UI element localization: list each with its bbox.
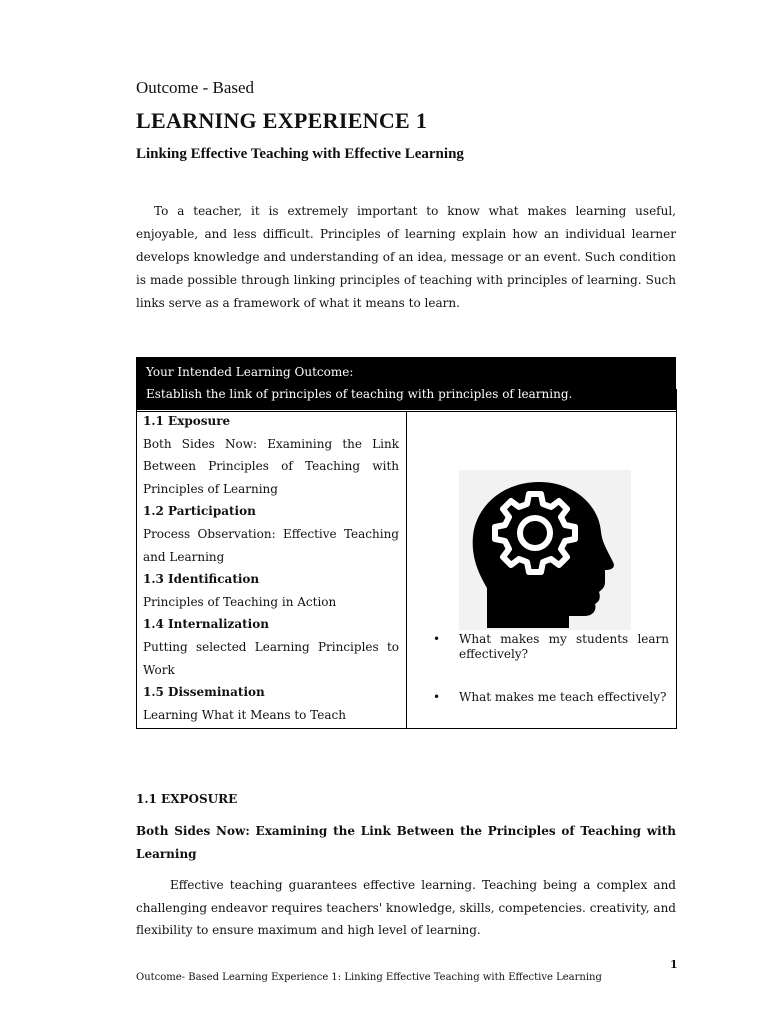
question-text: What makes me teach effectively? <box>459 690 667 704</box>
section-text: Both Sides Now: Examining the Link Between Principles of Teaching with Principles of Learning <box>143 436 399 496</box>
page-footer: Outcome- Based Learning Experience 1: Linking Effective Teaching with Effective Learning <box>136 972 602 983</box>
question-text: What makes my students learn effectively? <box>459 632 669 661</box>
outcome-label: Your Intended Learning Outcome: <box>146 365 354 379</box>
list-item <box>433 632 669 662</box>
exposure-heading: 1.1 EXPOSURE <box>136 792 238 806</box>
document-kicker: Outcome - Based <box>136 78 255 97</box>
exposure-subheading: Both Sides Now: Examining the Link Between the Principles of Teaching with Learning <box>136 824 676 861</box>
section-text: Learning What it Means to Teach <box>143 707 346 722</box>
head-gear-icon <box>459 470 631 630</box>
bullet-icon: • <box>433 632 441 646</box>
section-heading: 1.2 Participation <box>143 504 256 519</box>
list-item <box>433 690 669 705</box>
table-divider <box>406 411 407 728</box>
section-heading: 1.3 Identification <box>143 572 260 587</box>
section-heading: 1.1 Exposure <box>143 414 231 428</box>
outcome-text: Establish the link of principles of teaching with principles of learning. <box>146 387 573 401</box>
sections-list <box>143 410 399 726</box>
document-title: LEARNING EXPERIENCE 1 <box>136 108 428 133</box>
section-heading: 1.5 Dissemination <box>143 685 265 700</box>
outcome-banner <box>136 357 676 410</box>
bullet-icon: • <box>433 690 441 704</box>
page-number: 1 <box>670 958 678 971</box>
questions-list <box>433 632 669 705</box>
section-text: Principles of Teaching in Action <box>143 594 337 609</box>
section-heading: 1.4 Internalization <box>143 617 269 632</box>
outcome-table <box>136 389 677 729</box>
document-subtitle: Linking Effective Teaching with Effective Learning <box>136 146 464 162</box>
intro-paragraph: To a teacher, it is extremely important to know what makes learning useful, enjoyable, and less difficult. Principles of learning explain how an individual learner develops knowledge and understanding of an idea, message or an event. Such condition is made possible through linking principles of teaching with principles of learning. Such links serve as a framework of what it means to learn. <box>136 204 676 310</box>
exposure-body: Effective teaching guarantees effective learning. Teaching being a complex and challenging endeavor requires teachers' knowledge, skills, competencies. creativity, and flexibility to ensure maximum and high level of learning. <box>136 878 676 937</box>
section-text: Process Observation: Effective Teaching and Learning <box>143 526 399 564</box>
section-text: Putting selected Learning Principles to Work <box>143 639 399 677</box>
